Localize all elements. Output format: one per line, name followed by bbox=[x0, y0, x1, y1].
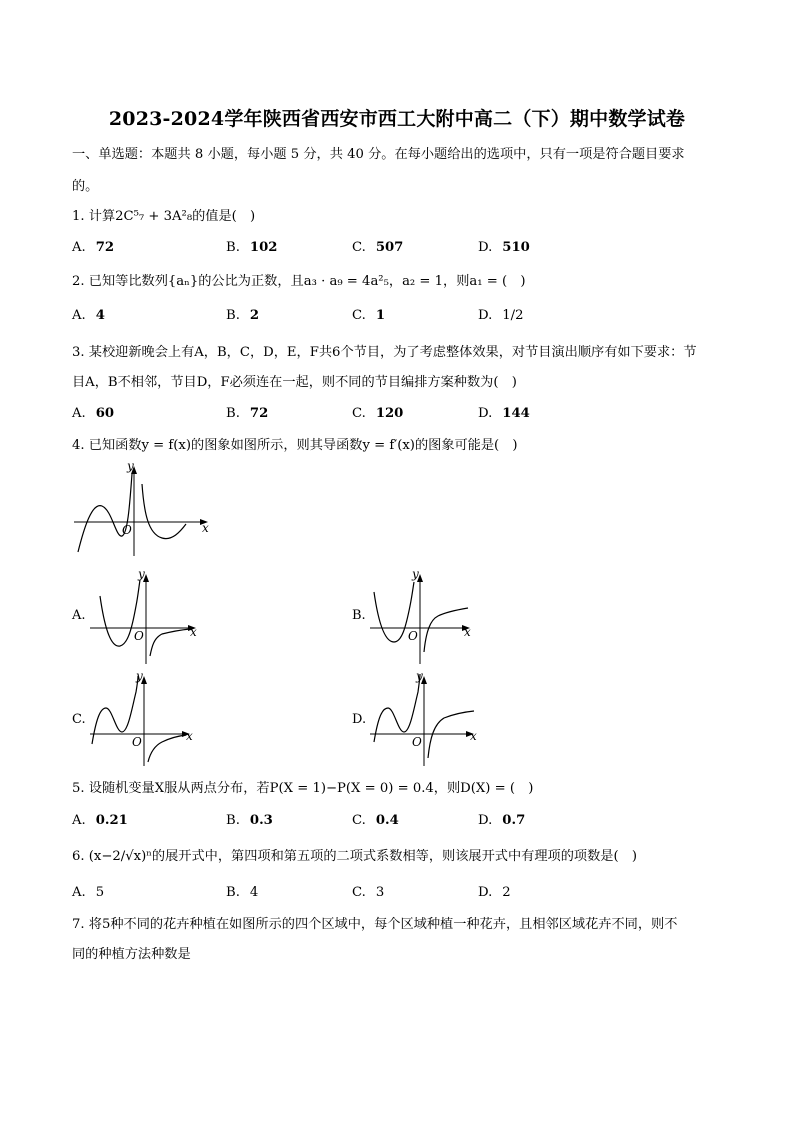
q4-option-b-graph bbox=[366, 566, 481, 666]
q4-option-a-label: A. bbox=[72, 608, 86, 623]
qd-y: y bbox=[416, 669, 423, 683]
q2-option-d: D. 1/2 bbox=[478, 308, 524, 323]
qb-o: O bbox=[408, 629, 418, 643]
q4-origin-label: O bbox=[122, 523, 132, 537]
q2-option-c: C. 1 bbox=[352, 308, 385, 323]
question-1: 1. 计算2C⁵₇ + 3A²₈的值是( ) bbox=[72, 209, 256, 224]
q1-option-d: D. 510 bbox=[478, 240, 530, 255]
q3-option-c: C. 120 bbox=[352, 406, 404, 421]
q5-option-c: C. 0.4 bbox=[352, 813, 399, 828]
q6-option-c: C. 3 bbox=[352, 885, 385, 900]
q4-function-graph bbox=[70, 460, 220, 560]
q1-option-c: C. 507 bbox=[352, 240, 404, 255]
question-7-line2: 同的种植方法种数是 bbox=[72, 947, 191, 962]
q6-option-d: D. 2 bbox=[478, 885, 511, 900]
qb-x: x bbox=[464, 625, 471, 639]
qc-x: x bbox=[186, 729, 193, 743]
q4-option-d-graph bbox=[366, 668, 481, 768]
qa-x: x bbox=[190, 625, 197, 639]
q1-option-b: B. 102 bbox=[226, 240, 278, 255]
q6-option-a: A. 5 bbox=[72, 885, 105, 900]
q4-y-label: y bbox=[127, 460, 134, 473]
q6-option-b: B. 4 bbox=[226, 885, 259, 900]
q1-option-a: A. 72 bbox=[72, 240, 115, 255]
qd-o: O bbox=[412, 735, 422, 749]
qc-o: O bbox=[132, 735, 142, 749]
question-4: 4. 已知函数y = f(x)的图象如图所示，则其导函数y = f′(x)的图象可能是( ) bbox=[72, 438, 518, 453]
section-heading-line2: 的。 bbox=[72, 179, 99, 194]
section-heading-line1: 一、单选题：本题共 8 小题，每小题 5 分，共 40 分。在每小题给出的选项中，只有一项是符合题目要求 bbox=[72, 147, 685, 162]
q4-option-b-label: B. bbox=[352, 608, 366, 623]
q3-option-a: A. 60 bbox=[72, 406, 115, 421]
q3-option-d: D. 144 bbox=[478, 406, 530, 421]
exam-title: 2023-2024学年陕西省西安市西工大附中高二（下）期中数学试卷 bbox=[108, 108, 686, 130]
question-3-line1: 3. 某校迎新晚会上有A，B，C，D，E，F共6个节目，为了考虑整体效果，对节目演出顺序有如下要求：节 bbox=[72, 345, 697, 360]
qa-o: O bbox=[134, 629, 144, 643]
q5-option-a: A. 0.21 bbox=[72, 813, 128, 828]
q5-option-d: D. 0.7 bbox=[478, 813, 526, 828]
q3-option-b: B. 72 bbox=[226, 406, 269, 421]
q4-option-a-graph bbox=[86, 566, 201, 666]
q5-option-b: B. 0.3 bbox=[226, 813, 273, 828]
question-3-line2: 目A，B不相邻，节目D，F必须连在一起，则不同的节目编排方案种数为( ) bbox=[72, 375, 517, 390]
q4-x-label: x bbox=[202, 521, 209, 535]
qb-y: y bbox=[412, 567, 419, 581]
qd-x: x bbox=[470, 729, 477, 743]
question-2: 2. 已知等比数列{aₙ}的公比为正数，且a₃ · a₉ = 4a²₅，a₂ = 1，则a₁ = ( ) bbox=[72, 274, 526, 289]
q4-option-c-graph bbox=[86, 668, 201, 768]
q2-option-a: A. 4 bbox=[72, 308, 105, 323]
q4-option-d-label: D. bbox=[352, 712, 367, 727]
question-5: 5. 设随机变量X服从两点分布，若P(X = 1)−P(X = 0) = 0.4，则D(X) = ( ) bbox=[72, 781, 534, 796]
qa-y: y bbox=[138, 567, 145, 581]
question-6: 6. (x−2/√x)ⁿ的展开式中，第四项和第五项的二项式系数相等，则该展开式中有理项的项数是( ) bbox=[72, 849, 637, 864]
qc-y: y bbox=[136, 669, 143, 683]
q4-option-c-label: C. bbox=[72, 712, 86, 727]
q2-option-b: B. 2 bbox=[226, 308, 260, 323]
question-7-line1: 7. 将5种不同的花卉种植在如图所示的四个区域中，每个区域种植一种花卉，且相邻区域花卉不同，则不 bbox=[72, 917, 678, 932]
